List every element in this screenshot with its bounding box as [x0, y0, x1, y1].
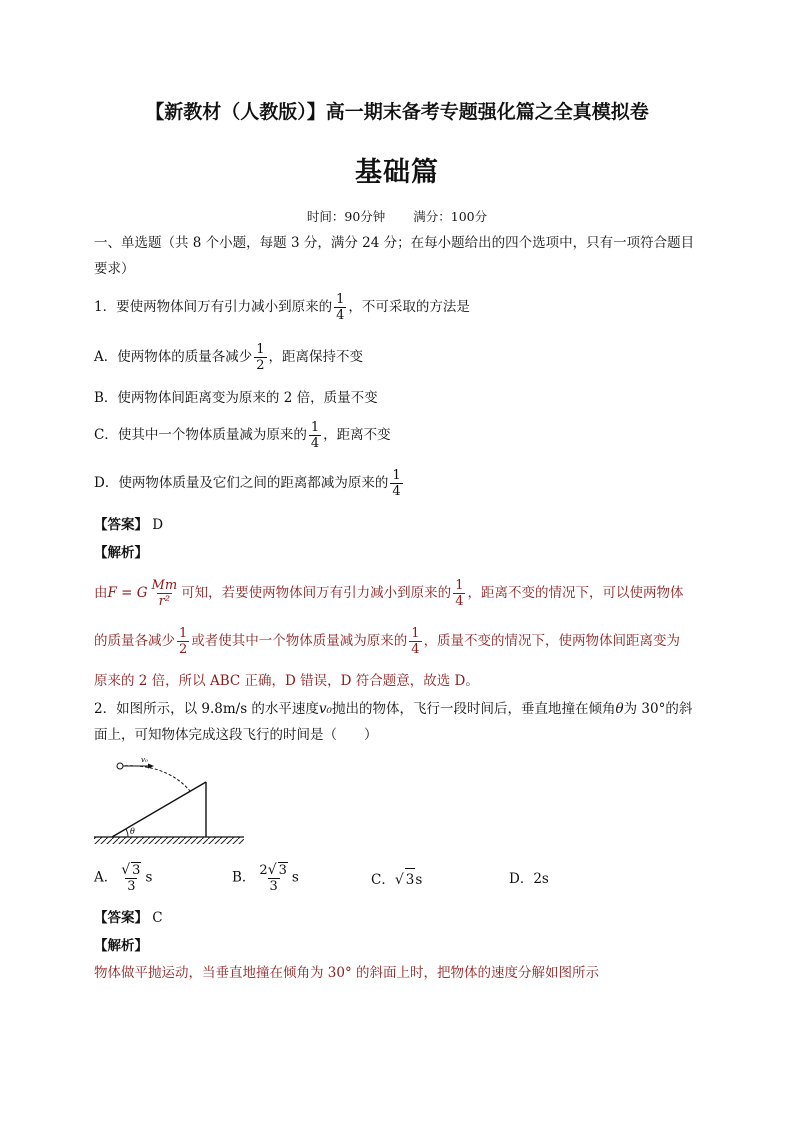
fraction-numerator: √ 3 — [121, 862, 141, 878]
page-title: 【新教材（人教版）】高一期末备考专题强化篇之全真模拟卷 — [145, 101, 649, 123]
coefficient: 2 — [259, 863, 268, 878]
fraction-numerator: 1 — [179, 626, 188, 641]
formula-fraction — [150, 578, 180, 609]
answer-value: D — [152, 517, 164, 533]
q1-analysis-label — [94, 542, 148, 564]
exp-text-mid: 或者使其中一个物体质量减为原来的 — [191, 633, 408, 649]
answer-label: 【答案】 — [94, 910, 148, 926]
fraction-denominator: 2 — [256, 358, 265, 373]
trajectory-path — [120, 766, 190, 791]
q2-explanation-line1: 物体做平抛运动，当垂直地撞在倾角为 30° 的斜面上时，把物体的速度分解如图所示 — [94, 965, 600, 981]
fraction-denominator: 4 — [392, 484, 401, 499]
exp-fraction-half — [177, 626, 189, 657]
exam-meta — [0, 207, 794, 225]
q1-stem-text: 1．要使两物体间万有引力减小到原来的 — [94, 299, 333, 315]
exp-text: 的质量各减少 — [94, 633, 175, 649]
option-a-fraction — [119, 862, 143, 894]
formula-lhs: F = G — [107, 585, 148, 601]
unit: s — [415, 872, 423, 888]
fraction-numerator: 1 — [256, 342, 265, 357]
q2-stem-line2: 面上，可知物体完成这段飞行的时间是（ ） — [94, 727, 378, 743]
q2-analysis-label — [94, 935, 148, 957]
exp-text-end: ，距离不变的情况下，可以使两物体 — [467, 585, 684, 601]
option-c-fraction — [309, 420, 321, 451]
fraction-denominator: 4 — [411, 642, 420, 657]
exp-fraction — [453, 578, 465, 609]
option-c-text: C．使其中一个物体质量减为原来的 — [94, 427, 307, 443]
q1-option-a — [94, 342, 363, 373]
fraction-denominator: 4 — [455, 594, 464, 609]
q1-option-d — [94, 468, 405, 499]
figure-angle-label: θ — [130, 827, 135, 836]
exam-score: 满分：100分 — [413, 209, 488, 224]
answer-label: 【答案】 — [94, 517, 148, 533]
unit: s — [291, 869, 299, 886]
exp-text-end: ，质量不变的情况下，使两物体间距离变为 — [423, 633, 681, 649]
radicand: 3 — [278, 863, 287, 878]
q2-stem-line1 — [94, 698, 692, 720]
q2-text-mid: 抛出的物体，飞行一段时间后，垂直地撞在倾角 — [331, 701, 616, 717]
q2-option-a — [94, 862, 152, 894]
q1-stem-fraction — [334, 292, 346, 323]
angle-arc — [126, 829, 128, 837]
q1-stem — [94, 292, 470, 323]
fraction-numerator: Mm — [151, 578, 178, 593]
radicand: 3 — [405, 868, 416, 891]
option-d-fraction — [390, 468, 402, 499]
answer-value: C — [152, 910, 163, 926]
radicand: 3 — [132, 863, 141, 878]
fraction-denominator: 4 — [336, 308, 345, 323]
fraction-denominator: r² — [158, 594, 171, 609]
q1-option-c — [94, 420, 391, 451]
fraction-denominator: 3 — [269, 879, 278, 894]
section-heading-line1: 一、单选题（共 8 个小题，每题 3 分，满分 24 分；在每小题给出的四个选项中，只有一项符合题目 — [94, 235, 695, 251]
option-label: A． — [94, 869, 118, 886]
ground-hatching — [94, 837, 244, 844]
q2-option-d: D．2s — [509, 871, 549, 887]
incline-surface — [112, 782, 206, 837]
q1-explanation-line2 — [94, 626, 680, 657]
section-heading-line2: 要求） — [94, 261, 135, 277]
analysis-label: 【解析】 — [94, 545, 148, 561]
fraction-numerator: 2√ 3 — [259, 862, 287, 878]
figure-velocity-label: v₀ — [141, 756, 148, 764]
q2-text-end: 为 30°的斜 — [623, 701, 693, 717]
fraction-denominator: 2 — [179, 642, 188, 657]
fraction-numerator: 1 — [310, 420, 320, 435]
option-c-text-end: ，距离不变 — [323, 427, 391, 443]
analysis-label: 【解析】 — [94, 938, 148, 954]
exp-text: 由 — [94, 585, 108, 601]
fraction-numerator: 1 — [392, 468, 401, 483]
fraction-numerator: 1 — [455, 578, 464, 593]
projectile-ball — [117, 763, 123, 769]
q1-explanation-line3: 原来的 2 倍，所以 ABC 正确，D 错误，D 符合题意，故选 D。 — [94, 673, 479, 689]
incline-projectile-figure — [94, 755, 244, 850]
fraction-numerator: 1 — [411, 626, 420, 641]
q1-answer — [94, 514, 163, 536]
q1-option-b: B．使两物体间距离变为原来的 2 倍，质量不变 — [94, 390, 378, 406]
q2-text: 2．如图所示，以 9.8m/s 的水平速度 — [94, 701, 319, 717]
option-a-fraction — [254, 342, 266, 373]
q2-option-b — [232, 862, 299, 894]
option-label: B． — [232, 869, 256, 886]
velocity-symbol: v₀ — [318, 701, 332, 717]
option-a-text: A．使两物体的质量各减少 — [94, 349, 253, 365]
fraction-numerator: 1 — [336, 292, 345, 307]
q1-stem-text-end: ，不可采取的方法是 — [348, 299, 470, 315]
q1-explanation-line1 — [94, 578, 683, 609]
page-subtitle: 基础篇 — [355, 157, 439, 188]
option-label: C． — [371, 872, 395, 888]
fraction-denominator: 4 — [310, 436, 320, 451]
option-a-text-end: ，距离保持不变 — [268, 349, 364, 365]
exp-fraction-quarter — [409, 626, 421, 657]
option-b-fraction — [257, 862, 289, 894]
q2-option-c: C．√ 3s — [371, 868, 422, 891]
exp-text-mid: 可知，若要使两物体间万有引力减小到原来的 — [181, 585, 452, 601]
exam-time: 时间：90分钟 — [306, 209, 386, 224]
fraction-denominator: 3 — [127, 879, 136, 894]
angle-symbol: θ — [615, 701, 624, 717]
unit: s — [145, 869, 153, 886]
option-d-text: D．使两物体质量及它们之间的距离都减为原来的 — [94, 475, 389, 491]
q2-answer — [94, 907, 163, 929]
